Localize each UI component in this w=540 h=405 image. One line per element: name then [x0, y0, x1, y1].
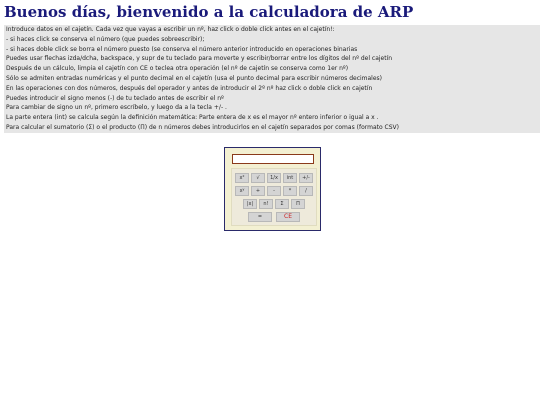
- equals-button[interactable]: =: [248, 212, 272, 222]
- add-key[interactable]: +: [251, 186, 265, 196]
- instruction-line: En las operaciones con dos números, después del operador y antes de introducir el 2º nº haz click o doble click en cajetín: [6, 84, 373, 92]
- calculator-keypad: [231, 168, 317, 226]
- instruction-line: Puedes introducir el signo menos (-) de tu teclado antes de escribir el nº: [6, 94, 224, 102]
- instruction-line: - si haces doble click se borra el número puesto (se conserva el número anterior introducido en operaciones binarias: [6, 45, 358, 53]
- multiply-key[interactable]: *: [283, 186, 297, 196]
- square-key[interactable]: x²: [235, 173, 249, 183]
- int-key[interactable]: int: [283, 173, 297, 183]
- calculator: [224, 147, 321, 231]
- calculator-display-input[interactable]: [232, 154, 314, 164]
- instruction-line: - si haces click se conserva el número (que puedes sobreescribir);: [6, 35, 205, 43]
- clear-entry-button[interactable]: CE: [276, 212, 300, 222]
- instruction-line: Para cambiar de signo un nº, primero escríbelo, y luego da a la tecla +/- .: [6, 104, 227, 112]
- reciprocal-key[interactable]: 1/x: [267, 173, 281, 183]
- sqrt-key[interactable]: √: [251, 173, 265, 183]
- instruction-line: Introduce datos en el cajetín. Cada vez que vayas a escribir un nº, haz click o doble click antes en el cajetín!:: [6, 26, 335, 33]
- sign-toggle-key[interactable]: +/-: [299, 173, 313, 183]
- page-title: Buenos días, bienvenido a la calculadora de ARP: [4, 3, 414, 21]
- product-key[interactable]: Π: [291, 199, 305, 209]
- instruction-line: Sólo se admiten entradas numéricas y el punto decimal en el cajetín (usa el punto decimal para escribir números decimales): [6, 74, 383, 82]
- instruction-line: Después de un cálculo, limpia el cajetín con CE o teclea otra operación (el nº de cajetín se conserva como 1er nº): [6, 65, 349, 73]
- instruction-line: Para calcular el sumatorio (Σ) o el producto (Π) de n números debes introducirlos en el cajetín separados por comas (formato CSV): [6, 123, 399, 131]
- divide-key[interactable]: /: [299, 186, 313, 196]
- factorial-key[interactable]: n!: [259, 199, 273, 209]
- instruction-line: La parte entera (int) se calcula según la definición matemática: Parte entera de x es el mayor nº entero inferior o igual a x .: [6, 114, 379, 122]
- power-key[interactable]: xʸ: [235, 186, 249, 196]
- instruction-line: Puedes usar flechas izda/dcha, backspace, y supr de tu teclado para moverte y escribir/borrar entre los dígitos del nº del cajetín: [6, 55, 393, 63]
- sum-key[interactable]: Σ: [275, 199, 289, 209]
- instructions-panel: [4, 25, 540, 133]
- subtract-key[interactable]: -: [267, 186, 281, 196]
- abs-key[interactable]: |x|: [243, 199, 257, 209]
